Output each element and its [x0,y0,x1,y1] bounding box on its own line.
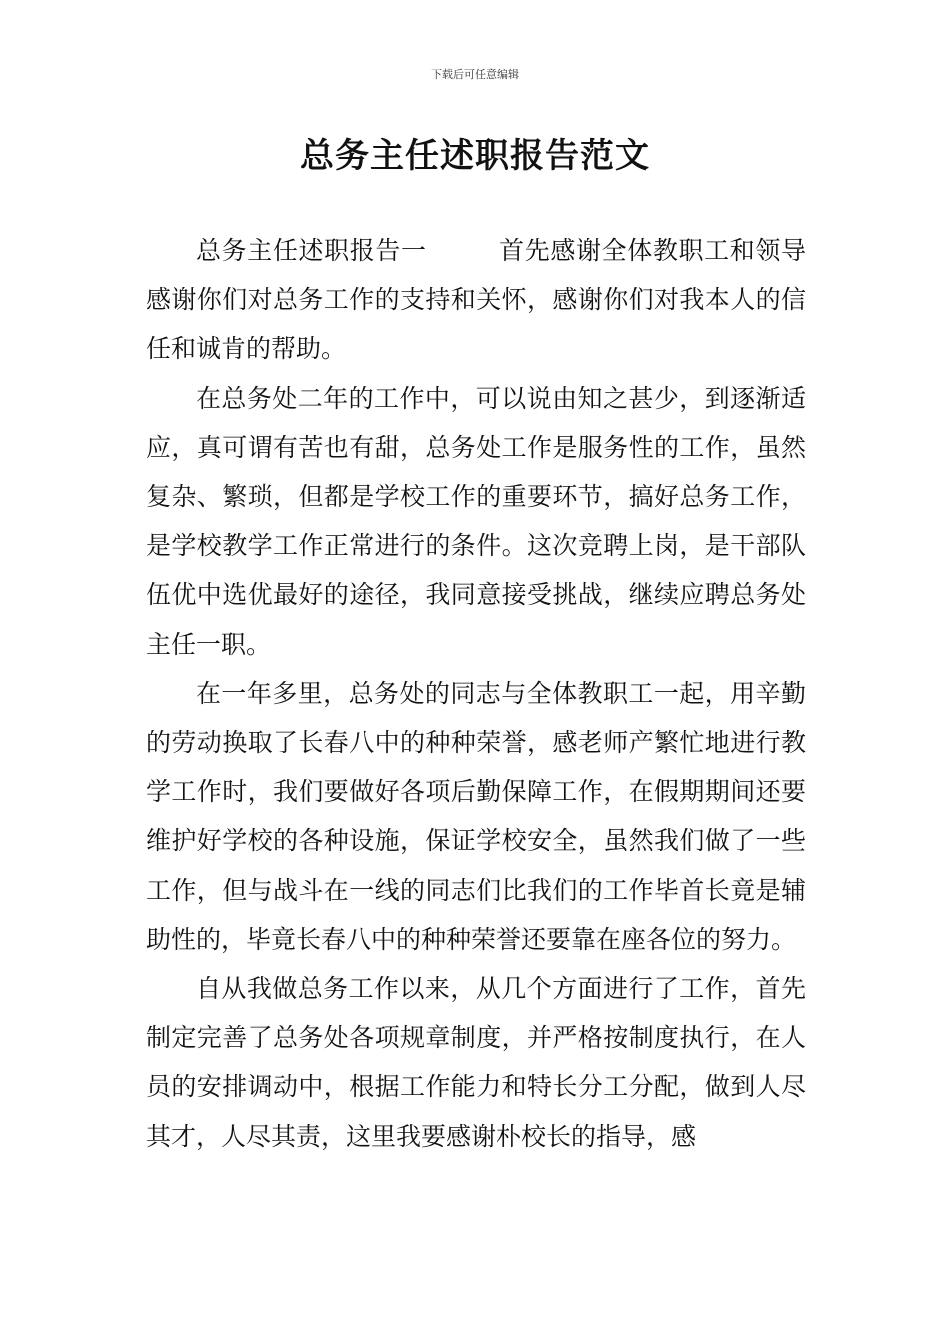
document-title: 总务主任述职报告范文 [300,136,650,176]
paragraph-1-text: 首先感谢全体教职工和领导感谢你们对总务工作的支持和关怀，感谢你们对我本人的信任和诚肯的帮助。 [146,236,806,364]
paragraph-1 [146,226,806,374]
paragraph-4: 自从我做总务工作以来，从几个方面进行了工作，首先制定完善了总务处各项规章制度，并严格按制度执行，在人员的安排调动中，根据工作能力和特长分工分配，做到人尽其才，人尽其责，这里我要感谢朴校长的指导，感 [146,974,806,1151]
paragraph-1-lead: 总务主任述职报告一 [196,236,427,265]
header-note: 下载后可任意编辑 [431,68,519,81]
paragraph-2: 在总务处二年的工作中，可以说由知之甚少，到逐渐适应，真可谓有苦也有甜，总务处工作是服务性的工作，虽然复杂、繁琐，但都是学校工作的重要环节，搞好总务工作，是学校教学工作正常进行的条件。这次竞聘上岗，是干部队伍优中选优最好的途径，我同意接受挑战，继续应聘总务处主任一职。 [146,383,806,659]
document-body [146,226,806,1161]
paragraph-3: 在一年多里，总务处的同志与全体教职工一起，用辛勤的劳动换取了长春八中的种种荣誉，感老师产繁忙地进行教学工作时，我们要做好各项后勤保障工作，在假期期间还要维护好学校的各种设施，保证学校安全，虽然我们做了一些工作，但与战斗在一线的同志们比我们的工作毕首长竟是辅助性的，毕竟长春八中的种种荣誉还要靠在座各位的努力。 [146,678,806,954]
